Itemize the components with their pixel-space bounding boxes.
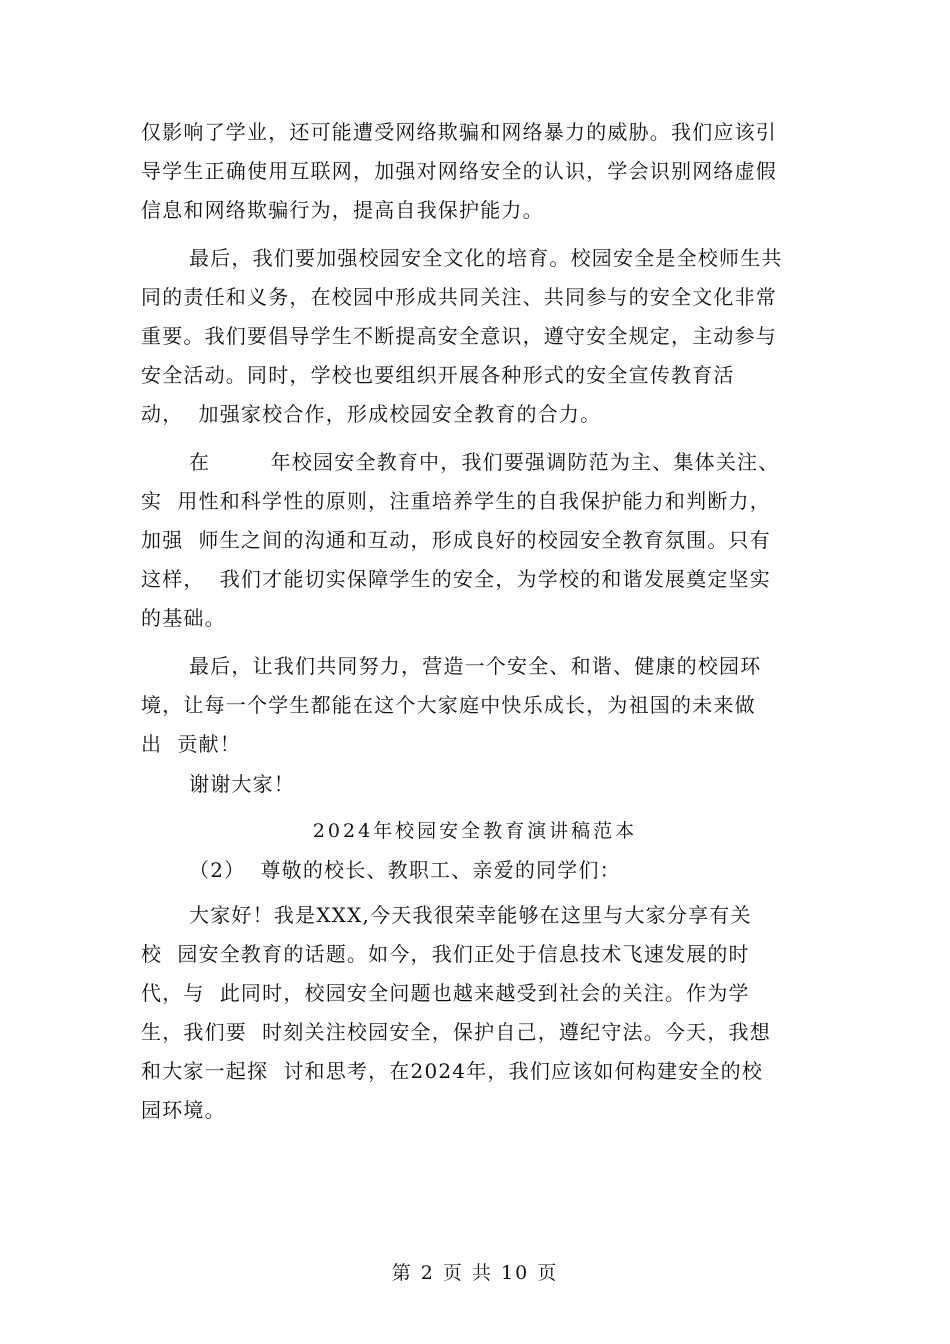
text-line: 园环境。 <box>141 1098 226 1122</box>
text-line: 这样， 我们才能切实保障学生的安全，为学校的和谐发展奠定坚实 <box>141 567 771 591</box>
section-title: 2024年校园安全教育演讲稿范本 <box>312 820 638 842</box>
salutation: （2） 尊敬的校长、教职工、亲爱的同学们： <box>189 858 621 882</box>
text-line: 大家好！我是XXX,今天我很荣幸能够在这里与大家分享有关 <box>189 903 752 927</box>
text-line: 仅影响了学业，还可能遭受网络欺骗和网络暴力的威胁。我们应该引 <box>141 120 777 144</box>
text-line: 最后，我们要加强校园安全文化的培育。校园安全是全校师生共 <box>189 246 783 270</box>
page-number-footer: 第 2 页 共 10 页 <box>391 1262 559 1284</box>
text-line: 生，我们要 时刻关注校园安全，保护自己，遵纪守法。今天，我想 <box>141 1020 771 1044</box>
text-line: 重要。我们要倡导学生不断提高安全意识，遵守安全规定，主动参与 <box>141 324 777 348</box>
text-line: 谢谢大家！ <box>189 772 295 796</box>
text-line: 校 园安全教育的话题。如今，我们正处于信息技术飞速发展的时 <box>141 942 750 966</box>
text-line: 加强 师生之间的沟通和互动，形成良好的校园安全教育氛围。只有 <box>141 528 771 552</box>
text-line: 出 贡献！ <box>141 732 241 756</box>
text-line: 在 年校园安全教育中，我们要强调防范为主、集体关注、 <box>189 450 780 474</box>
text-line: 的基础。 <box>141 606 226 630</box>
text-line: 同的责任和义务，在校园中形成共同关注、共同参与的安全文化非常 <box>141 285 777 309</box>
text-line: 动， 加强家校合作，形成校园安全教育的合力。 <box>141 402 602 426</box>
text-line: 最后，让我们共同努力，营造一个安全、和谐、健康的校园环 <box>189 654 762 678</box>
text-line: 代，与 此同时，校园安全问题也越来越受到社会的关注。作为学 <box>141 981 750 1005</box>
text-line: 信息和网络欺骗行为，提高自我保护能力。 <box>141 198 544 222</box>
text-line: 实 用性和科学性的原则，注重培养学生的自我保护能力和判断力， <box>141 489 771 513</box>
text-line: 和大家一起探 讨和思考，在2024年，我们应该如何构建安全的校 <box>141 1059 764 1083</box>
text-line: 导学生正确使用互联网，加强对网络安全的认识，学会识别网络虚假 <box>141 159 777 183</box>
text-line: 安全活动。同时，学校也要组织开展各种形式的安全宣传教育活 <box>141 363 735 387</box>
text-line: 境，让每一个学生都能在这个大家庭中快乐成长，为祖国的未来做 <box>141 693 756 717</box>
